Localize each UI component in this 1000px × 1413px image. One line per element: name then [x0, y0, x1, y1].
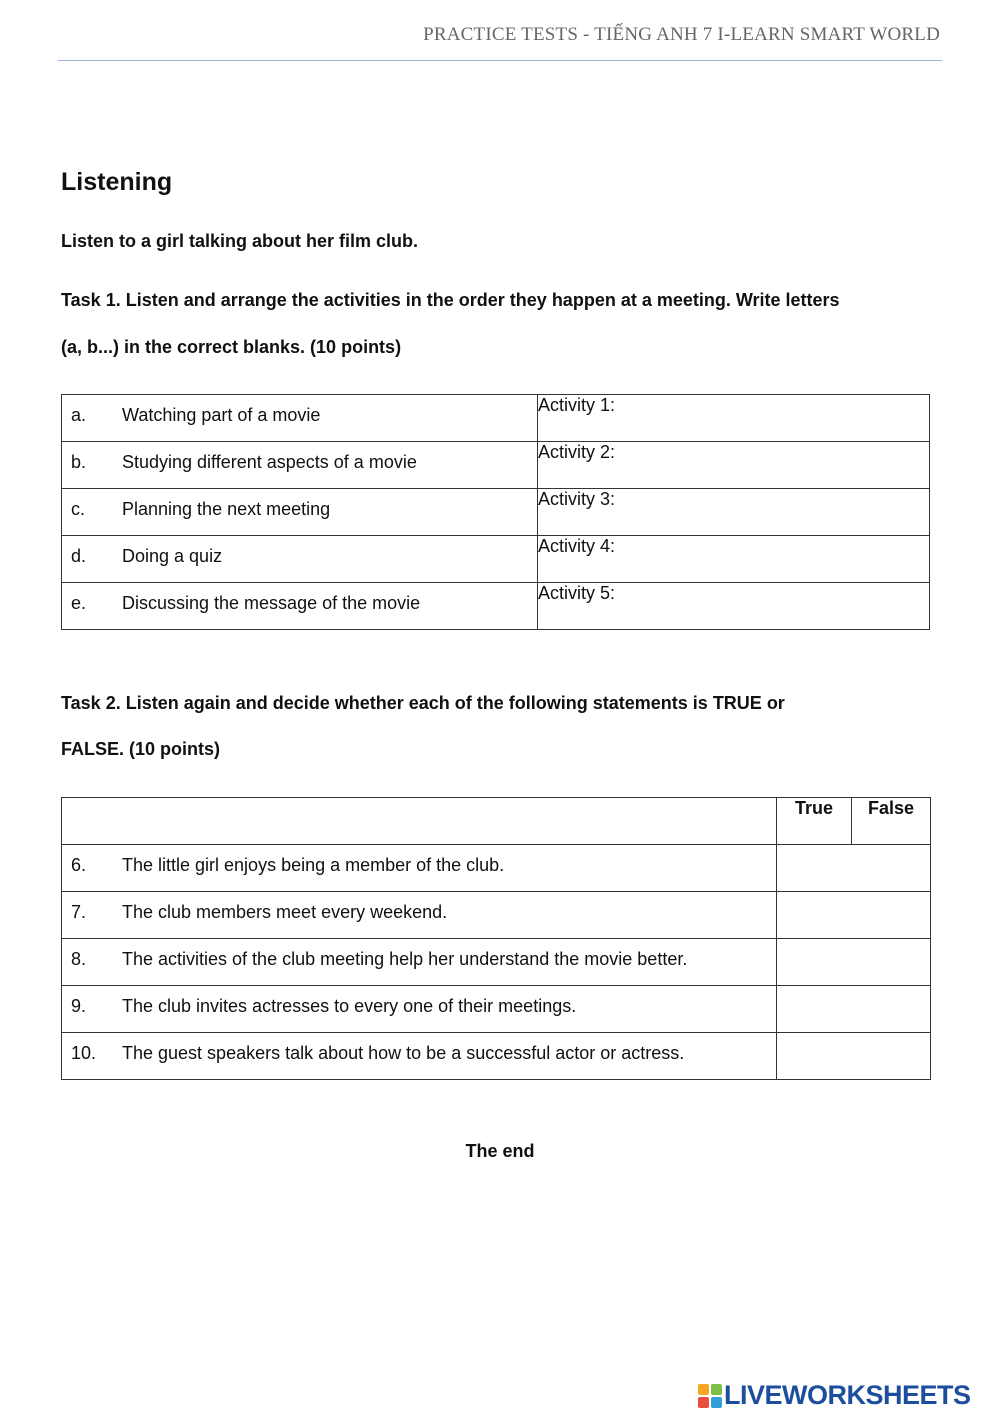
- task2-instruction-line1: Task 2. Listen again and decide whether each of the following statements is TRUE or: [61, 693, 785, 713]
- task2-statement-text: The little girl enjoys being a member of the club.: [122, 855, 505, 875]
- task1-answer-slot[interactable]: Activity 4:: [538, 536, 930, 583]
- task2-answer-cell[interactable]: [777, 892, 931, 939]
- false-column-header: False: [852, 798, 931, 845]
- task1-row: [62, 536, 930, 583]
- task1-row: [62, 489, 930, 536]
- task2-row: [62, 939, 931, 986]
- task1-letter: e.: [71, 593, 87, 613]
- task1-activity-text: Watching part of a movie: [122, 405, 321, 425]
- task1-activity-cell: [62, 583, 538, 630]
- task1-activity-cell: [62, 489, 538, 536]
- task1-activity-cell: [62, 395, 538, 442]
- task2-row: [62, 845, 931, 892]
- task1-instruction-line1: Task 1. Listen and arrange the activities in the order they happen at a meeting. Write letters: [61, 290, 840, 310]
- header-divider: [58, 60, 942, 61]
- task2-statement-cell: [62, 892, 777, 939]
- task1-activity-text: Doing a quiz: [122, 546, 223, 566]
- task1-letter: d.: [71, 546, 87, 566]
- task2-instruction-line2: FALSE. (10 points): [61, 739, 221, 759]
- task1-letter: b.: [71, 452, 87, 472]
- task1-answer-slot[interactable]: Activity 3:: [538, 489, 930, 536]
- task2-statement-text: The club members meet every weekend.: [122, 902, 448, 922]
- task2-statement-cell: [62, 986, 777, 1033]
- liveworksheets-logo-text: LIVEWORKSHEETS: [724, 1380, 971, 1410]
- task1-row: [62, 395, 930, 442]
- task2-number: 10.: [71, 1043, 97, 1063]
- task2-number: 8.: [71, 949, 87, 969]
- task2-statement-text: The club invites actresses to every one of their meetings.: [122, 996, 577, 1016]
- task1-activity-text: Studying different aspects of a movie: [122, 452, 417, 472]
- section-title: Listening: [61, 168, 173, 196]
- task1-answer-slot[interactable]: Activity 1:: [538, 395, 930, 442]
- task2-answer-cell[interactable]: [777, 845, 931, 892]
- task2-statement-cell: [62, 939, 777, 986]
- task1-row: [62, 583, 930, 630]
- task2-table: [61, 797, 931, 1080]
- liveworksheets-logo-icon: [698, 1384, 722, 1408]
- task1-activity-text: Planning the next meeting: [122, 499, 331, 519]
- task2-answer-cell[interactable]: [777, 939, 931, 986]
- task2-row: [62, 892, 931, 939]
- task1-letter: c.: [71, 499, 86, 519]
- the-end-text: The end: [465, 1141, 535, 1161]
- page-header: PRACTICE TESTS - TIẾNG ANH 7 I-LEARN SMART WORLD: [423, 24, 940, 45]
- task1-activity-cell: [62, 442, 538, 489]
- task1-letter: a.: [71, 405, 87, 425]
- task1-table: [61, 394, 930, 630]
- task1-row: [62, 442, 930, 489]
- task2-statement-text: The guest speakers talk about how to be a successful actor or actress.: [122, 1043, 685, 1063]
- task2-row: [62, 1033, 931, 1080]
- task2-header-blank: [62, 798, 777, 845]
- task2-statement-text: The activities of the club meeting help her understand the movie better.: [122, 949, 688, 969]
- task1-instruction-line2: (a, b...) in the correct blanks. (10 points): [61, 337, 402, 357]
- task1-answer-slot[interactable]: Activity 2:: [538, 442, 930, 489]
- task1-activity-text: Discussing the message of the movie: [122, 593, 421, 613]
- intro-text: Listen to a girl talking about her film club.: [61, 231, 419, 251]
- task2-header-row: [62, 798, 931, 845]
- task2-number: 6.: [71, 855, 87, 875]
- task2-number: 7.: [71, 902, 87, 922]
- task2-answer-cell[interactable]: [777, 986, 931, 1033]
- task1-answer-slot[interactable]: Activity 5:: [538, 583, 930, 630]
- task2-statement-cell: [62, 1033, 777, 1080]
- task2-row: [62, 986, 931, 1033]
- liveworksheets-logo: [698, 1380, 971, 1411]
- task2-statement-cell: [62, 845, 777, 892]
- task2-answer-cell[interactable]: [777, 1033, 931, 1080]
- true-column-header: True: [777, 798, 852, 845]
- task2-number: 9.: [71, 996, 87, 1016]
- task1-activity-cell: [62, 536, 538, 583]
